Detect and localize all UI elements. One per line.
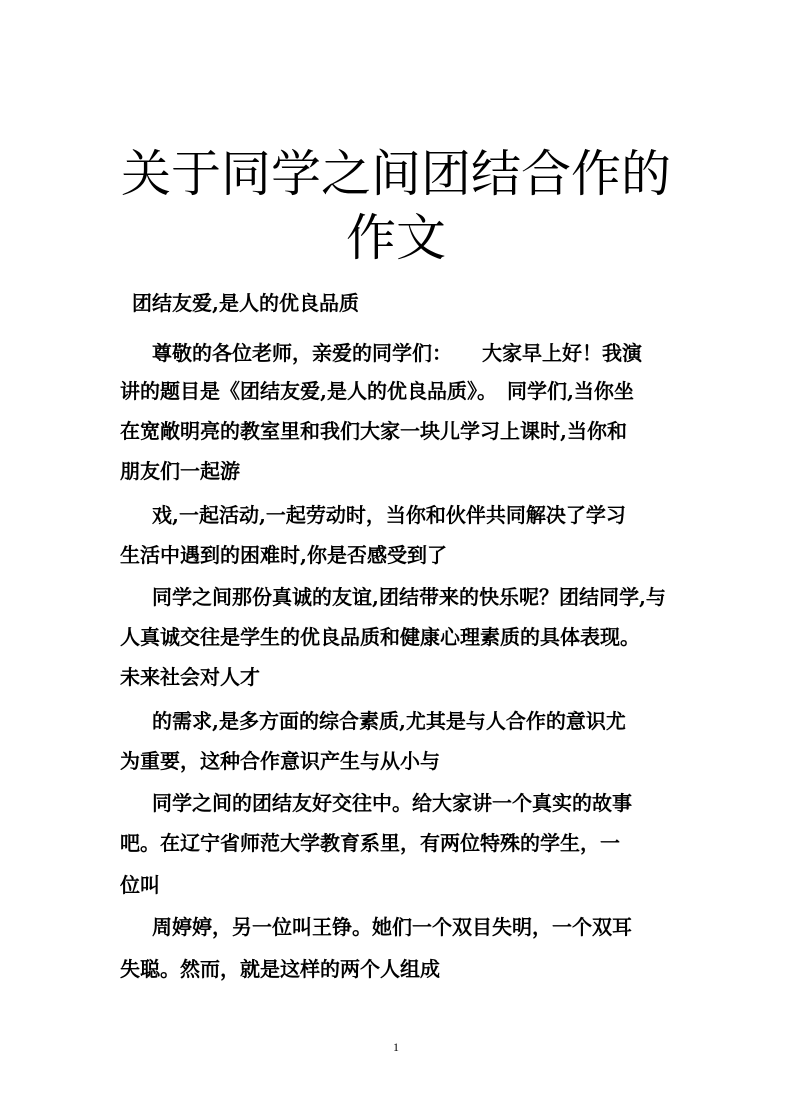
title-line-2: 作文 — [346, 209, 446, 267]
body-line: 戏,一起活动,一起劳动时，当你和伙伴共同解决了学习 — [152, 503, 626, 527]
body-line: 的需求,是多方面的综合素质,尤其是与人合作的意识尤 — [152, 709, 626, 733]
body-line: 位叫 — [120, 873, 160, 897]
body-line: 尊敬的各位老师，亲爱的同学们： 大家早上好！我演 — [152, 341, 642, 365]
body-line: 同学之间那份真诚的友谊,团结带来的快乐呢？团结同学,与 — [152, 585, 666, 609]
body-line: 周婷婷，另一位叫王铮。她们一个双目失明，一个双耳 — [152, 915, 632, 939]
body-line: 同学之间的团结友好交往中。给大家讲一个真实的故事 — [152, 791, 632, 815]
body-line: 朋友们一起游 — [120, 459, 240, 483]
title-line-1: 关于同学之间团结合作的 — [121, 145, 671, 203]
body-line: 在宽敞明亮的教室里和我们大家一块儿学习上课时,当你和 — [120, 419, 627, 443]
body-line: 失聪。然而，就是这样的两个人组成 — [120, 957, 440, 981]
body-line: 为重要，这种合作意识产生与从小与 — [120, 749, 440, 773]
body-line: 讲的题目是《团结友爱,是人的优良品质》。 同学们,当你坐 — [120, 379, 634, 403]
body-line: 生活中遇到的困难时,你是否感受到了 — [120, 543, 447, 567]
body-line: 人真诚交往是学生的优良品质和健康心理素质的具体表现。 — [120, 625, 640, 649]
body-line: 团结友爱,是人的优良品质 — [132, 291, 359, 315]
body-line: 吧。在辽宁省师范大学教育系里，有两位特殊的学生，一 — [120, 831, 620, 855]
page-number: 1 — [393, 1040, 399, 1054]
body-line: 未来社会对人才 — [120, 665, 260, 689]
